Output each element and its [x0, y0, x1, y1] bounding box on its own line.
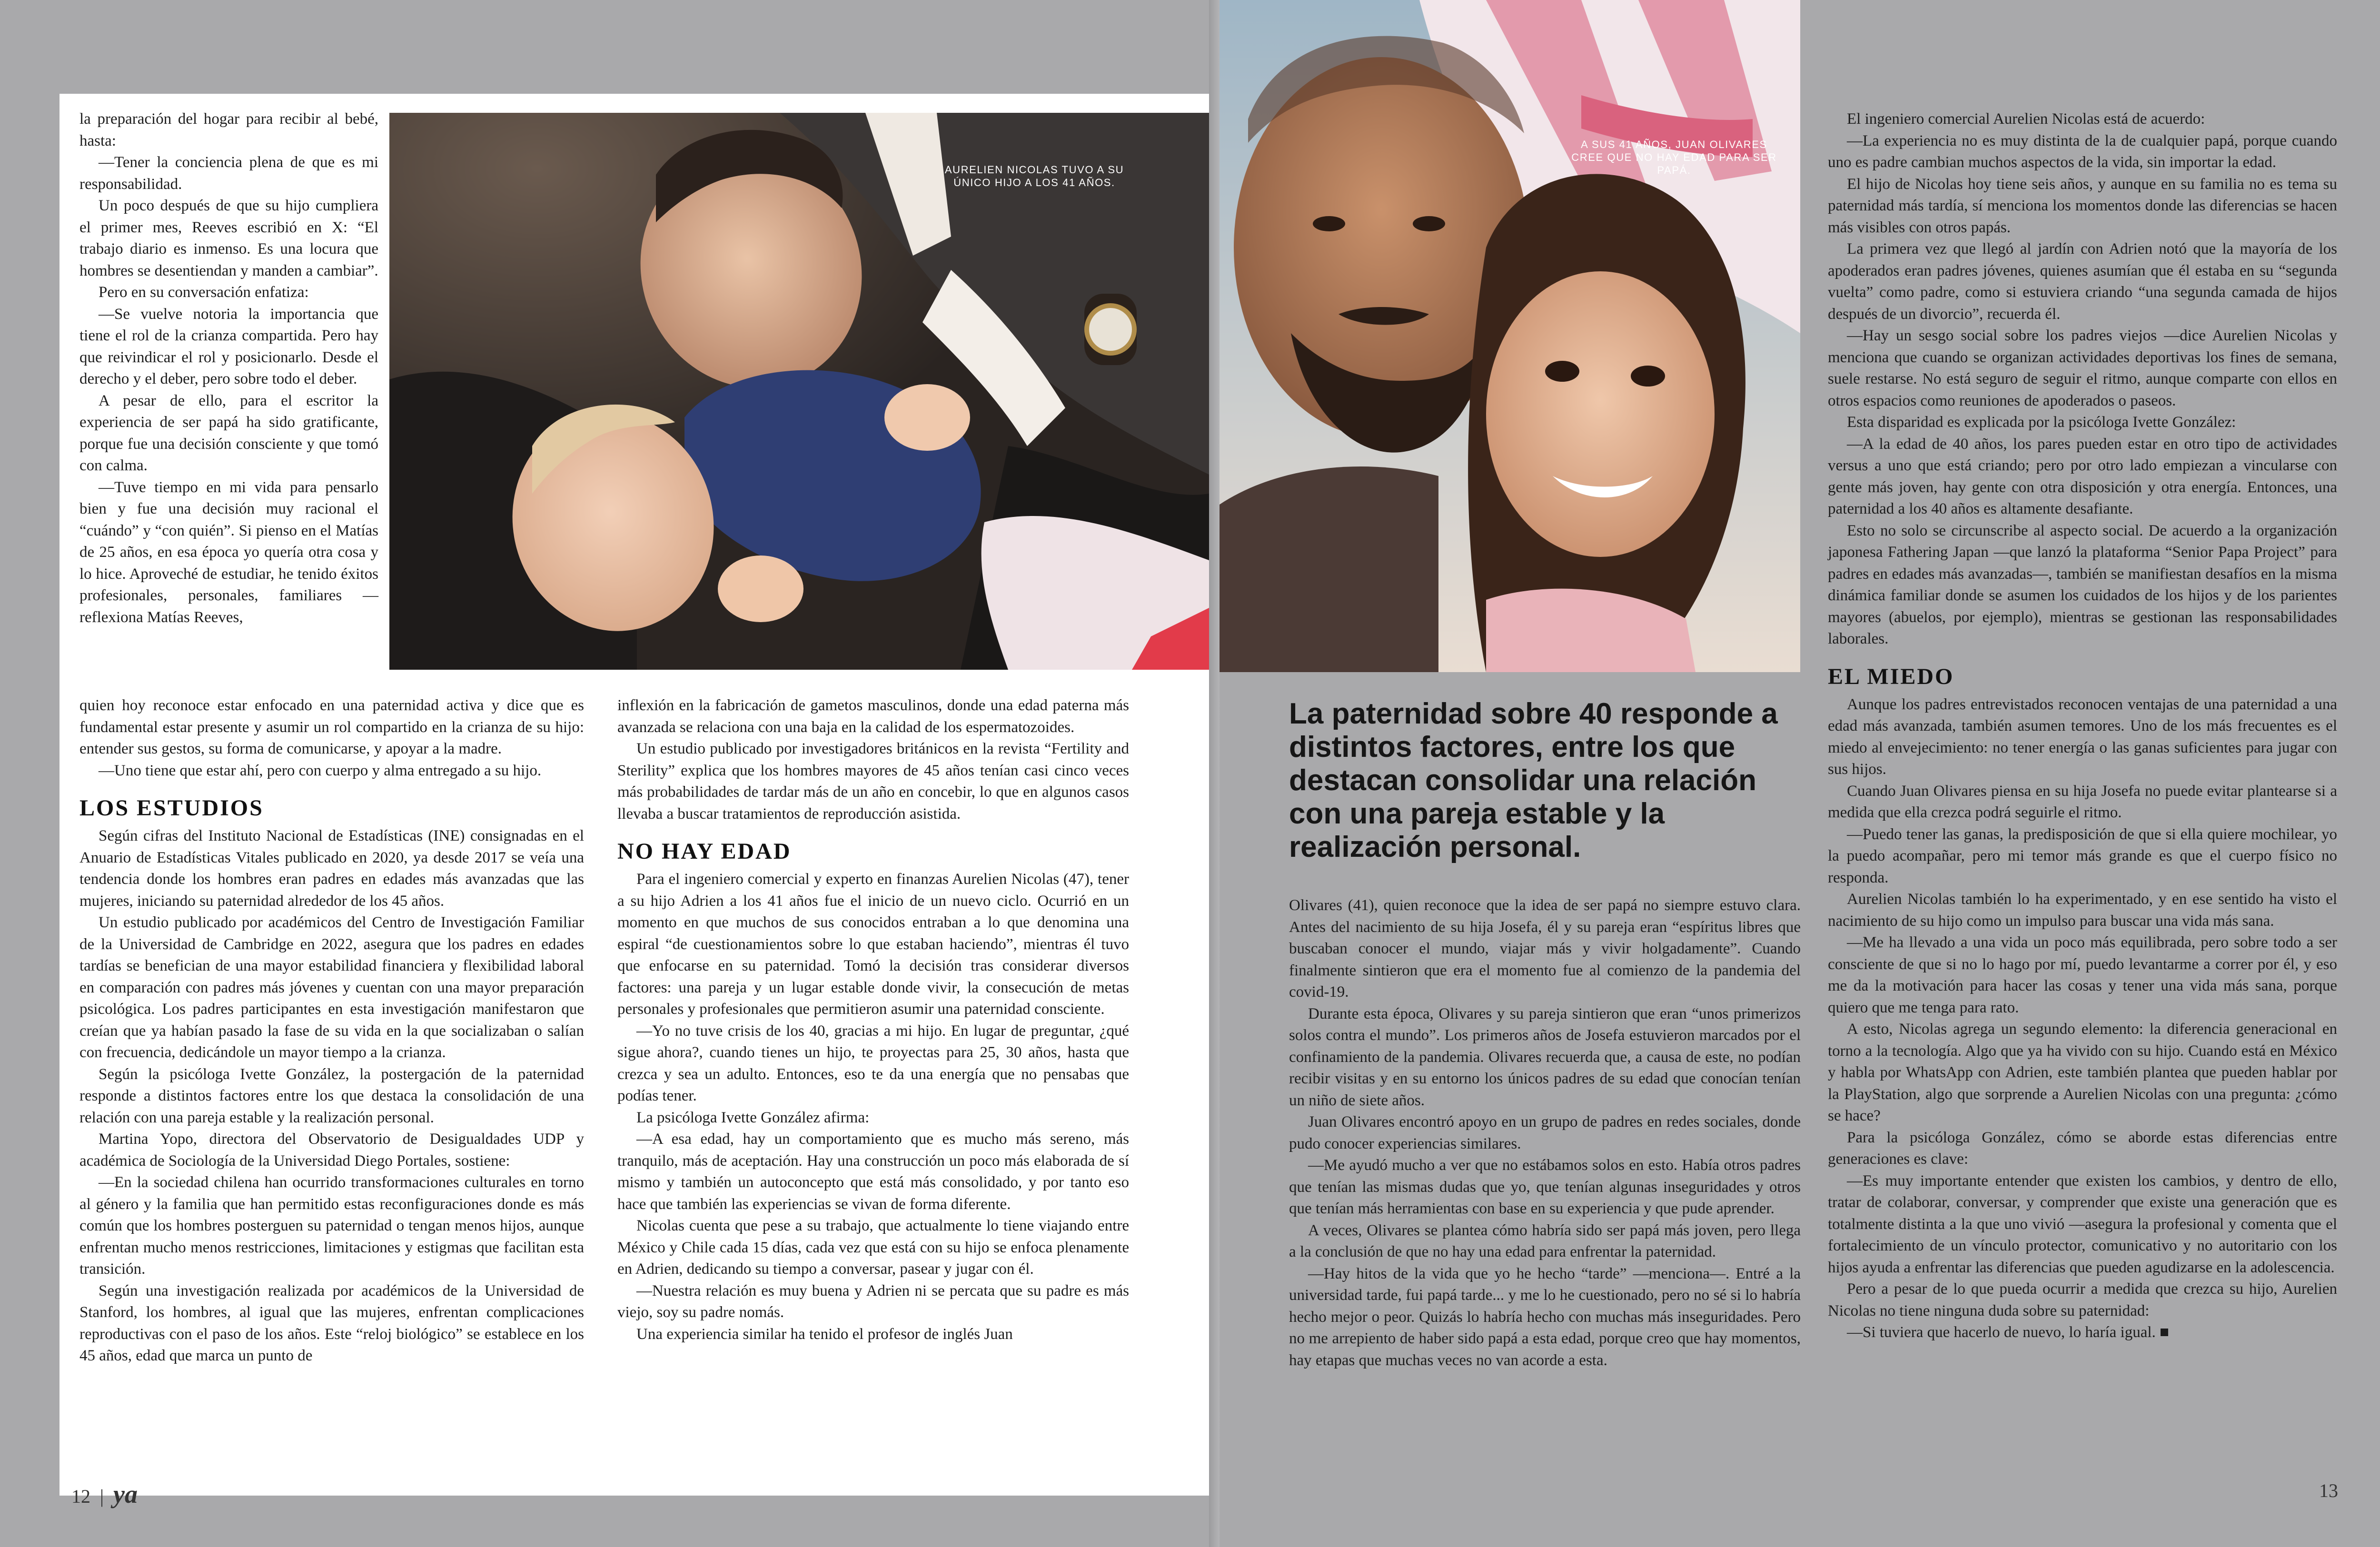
column-2 [617, 695, 1129, 1345]
paragraph: —A la edad de 40 años, los pares pueden estar en otro tipo de actividades versus a uno que está criando; pero por otro lado empiezan a vincularse con gente más joven, hay gente con otra disposición y otra energía. Entonces, una paternidad a los 40 años es altamente desafiante. [1828, 435, 2337, 517]
photo-father-and-baby-illustration [389, 113, 1209, 670]
paragraph: A pesar de ello, para el escritor la experiencia de ser papá ha sido gratificante, porque fue una decisión consciente y que tomó con calma. [79, 392, 378, 474]
paragraph: —Me ha llevado a una vida un poco más equilibrada, pero sobre todo a ser consciente de que si no lo hago por mí, puedo levantarme a correr por él, y eso me da la motivación para hacer las cosas y tener una vida más sana, porque quiero que me tenga para rato. [1828, 934, 2337, 1016]
paragraph: —Yo no tuve crisis de los 40, gracias a mi hijo. En lugar de preguntar, ¿qué sigue ahora?, cuando tienes un hijo, te proyectas para 25, 30 años, hasta que crezca y sea un adulto. Entonces, eso te da una energía que no pensabas que podías tener. [617, 1022, 1129, 1104]
paragraph: —En la sociedad chilena han ocurrido transformaciones culturales en torno al género y la familia que han permitido estas reconfiguraciones donde es más común que los hombres posterguen su paternidad o tengan menos hijos, aunque enfrentan mucho menos restricciones, limitaciones y estigmas que facilitan esta transición. [79, 1174, 584, 1278]
paragraph: Aunque los padres entrevistados reconocen ventajas de una paternidad a una edad más avanzada, también asumen temores. Uno de los más frecuentes es el miedo al envejecimiento: no tener energía o las ganas suficientes para jugar con sus hijos. [1828, 695, 2337, 778]
paragraph: Juan Olivares encontró apoyo en un grupo de padres en redes sociales, donde pudo conocer experiencias similares. [1289, 1113, 1801, 1152]
brand-logo: ya [113, 1480, 138, 1508]
paragraph: A veces, Olivares se plantea cómo habría sido ser papá más joven, pero llega a la conclusión de que no hay una edad para enfrentar la paternidad. [1289, 1221, 1801, 1260]
paragraph: El ingeniero comercial Aurelien Nicolas está de acuerdo: [1847, 110, 2205, 128]
paragraph: A esto, Nicolas agrega un segundo elemento: la diferencia generacional en torno a la tecnología. Algo que ya ha vivido con su hijo. Cuando está en México y habla por WhatsApp con Adrien, este también plantea que pueden hablar por la PlayStation, algo que sorprende a Aurelien Nicolas con una pregunta: ¿cómo se hace? [1828, 1021, 2337, 1124]
paragraph: —Es muy importante entender que existen los cambios, y dentro de ello, tratar de colaborar, conversar, y comprender que existe una generación que es totalmente distinta a la que uno vivió —asegura la profesional y comenta que el fortalecimiento de un vínculo protector, comunicativo y no autoritario con los hijos ayuda a enfrentar las diferencias que pueden agudizarse en la adolescencia. [1828, 1172, 2337, 1276]
paragraph: Para el ingeniero comercial y experto en finanzas Aurelien Nicolas (47), tener a su hijo Adrien a los 41 años fue el inicio de un nuevo ciclo. Ocurrió en un momento en que muchos de sus conocidos entraban a lo que denomina una espiral “de cuestionamientos sobre lo que estaban haciendo”, mientras él tuvo que enfocarse en su paternidad. Tomó la decisión tras considerar diversos factores: una pareja y un lugar estable donde vivir, la consecución de metas personales y profesionales que permitieron asumir una paternidad consciente. [617, 871, 1129, 1018]
paragraph: —Hay hitos de la vida que yo he hecho “tarde” —menciona—. Entré a la universidad tarde, fui papá tarde... y me lo he cuestionado, pero no sé si lo habría hecho mejor o peor. Quizás lo habría hecho con muchas más inseguridades. Pero no me arrepiento de haber sido papá a esta edad, porque creo que hay momentos, hay etapas que muchas veces no van acorde a esta. [1289, 1265, 1801, 1369]
paragraph: Martina Yopo, directora del Observatorio de Desigualdades UDP y académica de Sociología de la Universidad Diego Portales, sostiene: [79, 1130, 584, 1170]
pull-quote: La paternidad sobre 40 responde a distintos factores, entre los que destacan consolidar una relación con una pareja estable y la realización personal. [1289, 697, 1778, 863]
paragraph: —Tener la conciencia plena de que es mi responsabilidad. [79, 154, 378, 193]
paragraph: Para la psicóloga González, cómo se aborde estas diferencias entre generaciones es clave: [1828, 1129, 2337, 1168]
paragraph: Cuando Juan Olivares piensa en su hija Josefa no puede evitar plantearse si a medida que ella crezca podrá seguirle el ritmo. [1828, 782, 2337, 821]
paragraph: —Se vuelve notoria la importancia que tiene el rol de la crianza compartida. Pero hay que reivindicar el rol y posicionarlo. Desde el derecho y el deber, pero sobre todo el deber. [79, 305, 378, 387]
paragraph: Un poco después de que su hijo cumpliera el primer mes, Reeves escribió en X: “El trabajo diario es inmenso. Es una locura que hombres se desentiendan y manden a cambiar”. [79, 197, 378, 279]
paragraph: quien hoy reconoce estar enfocado en una paternidad activa y dice que es fundamental estar presente y asumir un rol compartido en la crianza de su hijo: entender sus gestos, su forma de comunicarse, y apoyar a la madre. [79, 697, 584, 757]
section-heading-miedo: EL MIEDO [1828, 664, 1954, 689]
paragraph: El hijo de Nicolas hoy tiene seis años, y aunque en su familia no es tema su paternidad más tardía, sí menciona los momentos donde las diferencias se hacen más visibles con otros papás. [1828, 175, 2337, 236]
paragraph: La primera vez que llegó al jardín con Adrien notó que la mayoría de los apoderados eran padres jóvenes, quienes asumían que él estaba en su “segunda vuelta” como padre, como si estuviera criando “una segunda camada de hijos después de un divorcio”, recuerda él. [1828, 240, 2337, 323]
paragraph: Pero a pesar de lo que pueda ocurrir a medida que crezca su hijo, Aurelien Nicolas no tiene ninguna duda sobre su paternidad: [1828, 1280, 2337, 1319]
paragraph: Esto no solo se circunscribe al aspecto social. De acuerdo a la organización japonesa Fathering Japan —que lanzó la plataforma “Senior Papa Project” para padres en edades más avanzadas—, también se manifiestan desafíos en la misma dinámica familiar donde se asumen los cuidados de los hijos y de los parientes mayores (abuelos, por ejemplo), mientras se gestionan las responsabilidades laborales. [1828, 522, 2337, 647]
section-heading-no-hay-edad: NO HAY EDAD [617, 839, 792, 864]
paragraph: Pero en su conversación enfatiza: [99, 284, 309, 301]
paragraph: —Tuve tiempo en mi vida para pensarlo bien y fue una decisión muy racional el “cuándo” y “con quién”. Si pienso en el Matías de 25 años, en esa época yo quería otra cosa y lo hice. Aproveché de estudiar, he tenido éxitos profesionales, personales, familiares —reflexiona Matías Reeves, [79, 478, 378, 626]
paragraph: Según cifras del Instituto Nacional de Estadísticas (INE) consignadas en el Anuario de Estadísticas Vitales publicado en 2020, ya desde 2017 se veía una tendencia donde los hombres eran padres en edades más avanzadas que las mujeres, iniciando su paternidad alrededor de los 45 años. [79, 827, 584, 910]
paragraph: —Uno tiene que estar ahí, pero con cuerpo y alma entregado a su hijo. [99, 762, 542, 779]
page-folio-left [71, 1479, 138, 1509]
paragraph: Aurelien Nicolas también lo ha experimentado, y en ese sentido ha visto el nacimiento de su hijo como un impulso para buscar una vida más sana. [1828, 891, 2337, 930]
column-4 [1828, 109, 2337, 1344]
paragraph: Un estudio publicado por académicos del Centro de Investigación Familiar de la Universidad de Cambridge en 2022, asegura que los padres en edades tardías se benefician de una mayor estabilidad financiera y flexibilidad laboral en comparación con padres más jóvenes y cuentan con una mayor preparación psicológica. Los padres participantes en esta investigación manifestaron que creían que ya habían pasado la fase de su vida en la que socializaban o salían con frecuencia, dedicándole un mayor tiempo a la crianza. [79, 914, 584, 1061]
section-heading-estudios: LOS ESTUDIOS [79, 795, 264, 821]
photo-father-and-daughter [1220, 0, 1800, 672]
paragraph: inflexión en la fabricación de gametos masculinos, donde una edad paterna más avanzada se relaciona con una baja en la calidad de los espermatozoides. [617, 697, 1129, 736]
paragraph: Durante esta época, Olivares y su pareja sintieron que eran “unos primerizos solos contra el mundo”. Los primeros años de Josefa estuvieron marcados por el confinamiento de la pandemia. Olivares recuerda que, a causa de este, no podían recibir visitas y en su entorno los únicos padres de su edad que conocían tenían un niño de siete años. [1289, 1005, 1801, 1109]
paragraph: —La experiencia no es muy distinta de la de cualquier papá, porque cuando uno es padre cambian muchos aspectos de la vida, sin importar la edad. [1828, 132, 2337, 171]
folio-separator: | [100, 1486, 104, 1507]
paragraph: Nicolas cuenta que pese a su trabajo, que actualmente lo tiene viajando entre México y Chile cada 15 días, cada vez que está con su hijo se enfoca plenamente en Adrien, dedicando su tiempo a conversar, pasear y jugar con él. [617, 1217, 1129, 1278]
paragraph: Según una investigación realizada por académicos de la Universidad de Stanford, los hombres, al igual que las mujeres, enfrentan complicaciones reproductivas con el paso de los años. Este “reloj biológico” se establece en los 45 años, edad que marca un punto de [79, 1282, 584, 1364]
column-3 [1289, 895, 1801, 1371]
paragraph: —Si tuviera que hacerlo de nuevo, lo haría igual. ■ [1847, 1324, 2169, 1341]
paragraph: la preparación del hogar para recibir al bebé, hasta: [79, 110, 378, 149]
paragraph: La psicóloga Ivette González afirma: [636, 1109, 870, 1126]
paragraph: —Nuestra relación es muy buena y Adrien ni se percata que su padre es más viejo, soy su padre nomás. [617, 1282, 1129, 1321]
photo-father-and-daughter-illustration [1220, 0, 1800, 672]
paragraph: Según la psicóloga Ivette González, la postergación de la paternidad responde a distintos factores entre los que destaca la consolidación de una relación con una pareja estable y la realización personal. [79, 1065, 584, 1126]
paragraph: —Puedo tener las ganas, la predisposición de que si ella quiere mochilear, yo la puedo acompañar, pero mi temor más grande es que el cuerpo físico no responda. [1828, 825, 2337, 886]
paragraph: Olivares (41), quien reconoce que la idea de ser papá no siempre estuvo clara. Antes del nacimiento de su hija Josefa, él y su pareja eran “espíritus libres que buscaban conocer el mundo, viajar más y vivir holgadamente”. Cuando finalmente sintieron que era el momento fue al comienzo de la pandemia del covid-19. [1289, 897, 1801, 1001]
column-1-bottom [79, 695, 584, 1367]
page-gutter [1209, 0, 1220, 1547]
page-number: 13 [2319, 1480, 2338, 1501]
photo-caption-right: A SUS 41 AÑOS, JUAN OLIVARES CREE QUE NO HAY EDAD PARA SER PAPÁ. [1571, 139, 1777, 176]
photo-father-and-baby [389, 113, 1209, 670]
photo-caption: AURELIEN NICOLAS TUVO A SU ÚNICO HIJO A LOS 41 AÑOS. [944, 164, 1124, 188]
page-number: 12 [71, 1486, 90, 1507]
paragraph: Una experiencia similar ha tenido el profesor de inglés Juan [636, 1325, 1013, 1343]
column-1-top [79, 109, 378, 628]
page-folio-right [2319, 1479, 2338, 1502]
paragraph: —Hay un sesgo social sobre los padres viejos —dice Aurelien Nicolas y menciona que cuando se organizan actividades deportivas los fines de semana, suele restarse. No está seguro de seguir el ritmo, aunque comparte con ellos en otros espacios como reuniones de apoderados o paseos. [1828, 327, 2337, 409]
paragraph: Un estudio publicado por investigadores británicos en la revista “Fertility and Sterility” explica que los hombres mayores de 45 años tenían casi cinco veces más probabilidades de tardar más de un año en concebir, lo que en algunos casos llevaba a buscar tratamientos de reproducción asistida. [617, 740, 1129, 823]
paragraph: —A esa edad, hay un comportamiento que es mucho más sereno, más tranquilo, más de aceptación. Hay una construcción un poco más elaborada de sí mismo y también un autoconcepto que está más consolidado, y por tanto eso hace que también las experiencias se vivan de forma diferente. [617, 1130, 1129, 1213]
paragraph: —Me ayudó mucho a ver que no estábamos solos en esto. Había otros padres que tenían las mismas dudas que yo, que tenían algunas inseguridades y otros que tenían más herramientas con base en su experiencia y que pude aprender. [1289, 1157, 1801, 1217]
paragraph: Esta disparidad es explicada por la psicóloga Ivette González: [1847, 414, 2236, 431]
